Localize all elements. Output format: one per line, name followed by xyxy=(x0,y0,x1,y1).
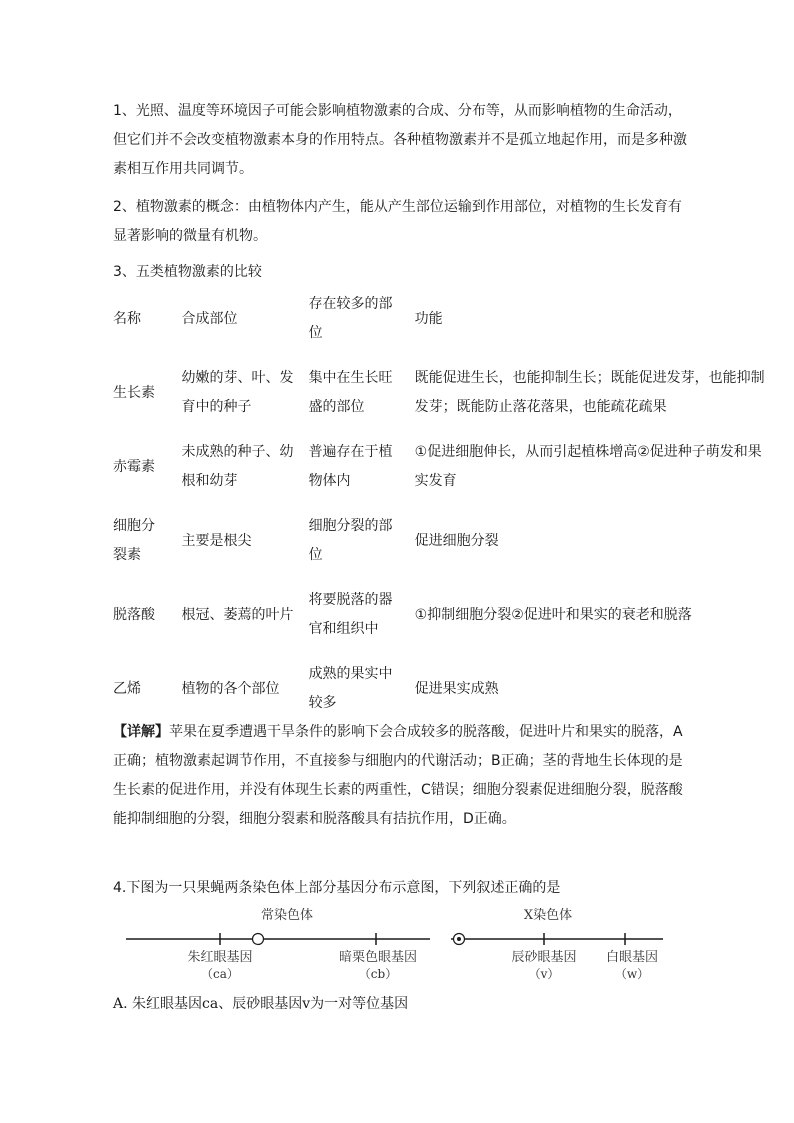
header-cell: 功能 xyxy=(414,310,443,327)
detail-text: 苹果在夏季遭遇干旱条件的影响下会合成较多的脱落酸，促进叶片和果实的脱落，A正确；植物激素起调节作用，不直接参与细胞内的代谢活动；B正确；茎的背地生长体现的是生长素的促进作用，并没有体现生长素的两重性，C错误；细胞分裂素促进细胞分裂，脱落酸能抑制细胞的分裂，细胞分裂素和脱落酸具有拮抗作用，D正确。 xyxy=(113,724,683,827)
table-cell: 细胞分裂素 xyxy=(113,518,155,563)
table-cell: 赤霉素 xyxy=(113,458,155,475)
table-cell: 根冠、萎蔫的叶片 xyxy=(181,606,294,623)
table-cell: 主要是根尖 xyxy=(181,532,252,549)
question-4: 4.下图为一只果蝇两条染色体上部分基因分布示意图，下列叙述正确的是 xyxy=(113,880,561,896)
table-row xyxy=(106,431,778,505)
gene-label-v: 辰砂眼基因 xyxy=(511,950,577,965)
table-cell: 幼嫩的芽、叶、发育中的种子 xyxy=(181,370,294,415)
chromosome-diagram xyxy=(120,903,670,985)
gene-label-w: 白眼基因 xyxy=(605,950,659,965)
gene-symbol-w: （w） xyxy=(614,967,650,981)
table-cell: 将要脱落的器官和组织中 xyxy=(308,592,393,637)
table-cell: 普遍存在于植物体内 xyxy=(308,444,393,489)
gene-symbol-ca: （ca） xyxy=(201,967,239,981)
gene-symbol-cb: （cb） xyxy=(358,967,398,981)
table-cell: 生长素 xyxy=(113,384,155,401)
paragraph-1: 1、光照、温度等环境因子可能会影响植物激素的合成、分布等，从而影响植物的生命活动，但它们并不会改变植物激素本身的作用特点。各种植物激素并不是孤立地起作用，而是多种激素相互作用共同调节。 xyxy=(113,103,687,177)
detail-label: 【详解】 xyxy=(113,724,169,740)
table-row xyxy=(106,505,778,579)
table-cell: 细胞分裂的部位 xyxy=(308,518,393,563)
table-row xyxy=(106,357,778,431)
table-cell: 促进果实成熟 xyxy=(414,680,499,697)
gene-symbol-v: （v） xyxy=(528,967,560,981)
hormone-comparison-table xyxy=(106,283,778,727)
gene-label-ca: 朱红眼基因 xyxy=(187,950,253,965)
table-cell: ①抑制细胞分裂②促进叶和果实的衰老和脱落 xyxy=(414,606,692,623)
header-cell: 合成部位 xyxy=(181,310,238,327)
autosome-title: 常染色体 xyxy=(260,908,314,923)
table-cell: 植物的各个部位 xyxy=(181,680,280,697)
table-row xyxy=(106,579,778,653)
detail-explanation xyxy=(113,718,685,834)
table-cell: 未成熟的种子、幼根和幼芽 xyxy=(181,444,294,489)
option-a: A. 朱红眼基因ca、辰砂眼基因v为一对等位基因 xyxy=(113,996,409,1012)
header-cell: 存在较多的部位 xyxy=(308,296,393,341)
table-cell: 脱落酸 xyxy=(113,606,155,623)
gene-label-cb: 暗栗色眼基因 xyxy=(338,950,418,965)
header-cell: 名称 xyxy=(113,310,141,327)
paragraph-3: 3、五类植物激素的比较 xyxy=(113,264,262,280)
paragraph-2: 2、植物激素的概念：由植物体内产生，能从产生部位运输到作用部位，对植物的生长发育有显著影响的微量有机物。 xyxy=(113,199,682,244)
table-cell: 促进细胞分裂 xyxy=(414,532,499,549)
x-chromosome-title: X染色体 xyxy=(523,908,573,923)
table-cell: 既能促进生长，也能抑制生长；既能促进发芽，也能抑制发芽；既能防止落花落果，也能疏花疏果 xyxy=(414,370,765,415)
table-cell: 成熟的果实中较多 xyxy=(308,666,393,711)
table-header-row xyxy=(106,283,778,357)
table-cell: 乙烯 xyxy=(113,680,141,697)
x-centromere-dot xyxy=(457,937,461,941)
table-cell: 集中在生长旺盛的部位 xyxy=(308,370,393,415)
table-cell: ①促进细胞伸长，从而引起植株增高②促进种子萌发和果实发育 xyxy=(414,444,762,489)
autosome-centromere xyxy=(253,934,264,945)
table-row xyxy=(106,653,778,727)
